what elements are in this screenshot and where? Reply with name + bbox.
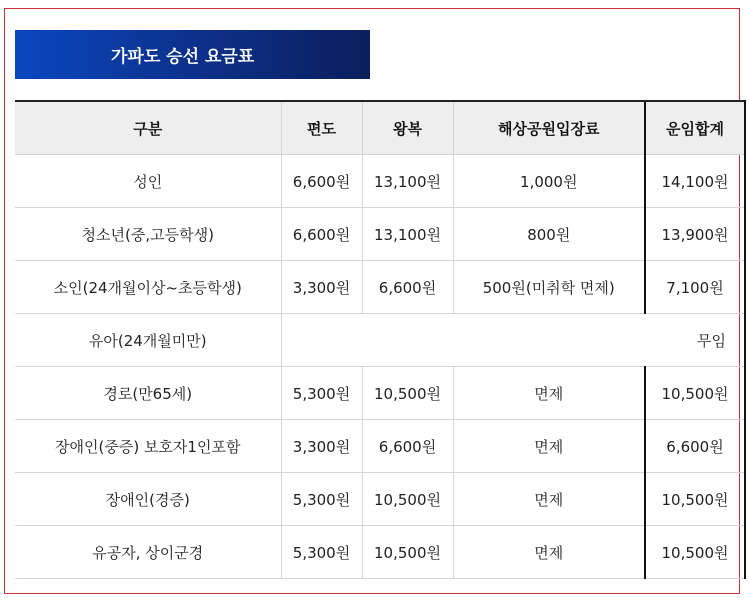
cell-roundtrip: 6,600원 — [362, 261, 453, 314]
cell-total: 14,100원 — [645, 155, 745, 208]
cell-park-fee: 면제 — [453, 526, 645, 579]
table-row — [15, 155, 745, 208]
cell-oneway: 3,300원 — [281, 261, 362, 314]
cell-park-fee: 800원 — [453, 208, 645, 261]
cell-roundtrip: 6,600원 — [362, 420, 453, 473]
table-row — [15, 526, 745, 579]
table-row — [15, 473, 745, 526]
cell-total: 10,500원 — [645, 473, 745, 526]
header-category: 구분 — [15, 101, 281, 155]
cell-category: 장애인(중증) 보호자1인포함 — [15, 420, 281, 473]
cell-total: 7,100원 — [645, 261, 745, 314]
table-header-row — [15, 101, 745, 155]
cell-oneway: 6,600원 — [281, 155, 362, 208]
table-row — [15, 367, 745, 420]
cell-total: 10,500원 — [645, 526, 745, 579]
cell-oneway: 5,300원 — [281, 367, 362, 420]
table-row — [15, 420, 745, 473]
cell-park-fee: 면제 — [453, 367, 645, 420]
cell-park-fee: 1,000원 — [453, 155, 645, 208]
cell-oneway: 5,300원 — [281, 526, 362, 579]
cell-free-label: 무임 — [281, 314, 745, 367]
cell-oneway: 5,300원 — [281, 473, 362, 526]
header-roundtrip: 왕복 — [362, 101, 453, 155]
cell-total: 13,900원 — [645, 208, 745, 261]
cell-category: 경로(만65세) — [15, 367, 281, 420]
cell-roundtrip: 10,500원 — [362, 526, 453, 579]
cell-total: 6,600원 — [645, 420, 745, 473]
cell-category: 소인(24개월이상~초등학생) — [15, 261, 281, 314]
cell-roundtrip: 13,100원 — [362, 208, 453, 261]
header-oneway: 편도 — [281, 101, 362, 155]
cell-category: 유아(24개월미만) — [15, 314, 281, 367]
cell-category: 청소년(중,고등학생) — [15, 208, 281, 261]
cell-category: 성인 — [15, 155, 281, 208]
cell-category: 장애인(경증) — [15, 473, 281, 526]
cell-oneway: 3,300원 — [281, 420, 362, 473]
table-row — [15, 314, 745, 367]
header-park-fee: 해상공원입장료 — [453, 101, 645, 155]
table-row — [15, 208, 745, 261]
fare-table — [15, 100, 746, 579]
cell-roundtrip: 10,500원 — [362, 367, 453, 420]
page-title — [15, 30, 370, 79]
cell-category: 유공자, 상이군경 — [15, 526, 281, 579]
cell-oneway: 6,600원 — [281, 208, 362, 261]
cell-roundtrip: 10,500원 — [362, 473, 453, 526]
page-title-text: 가파도 승선 요금표 — [111, 47, 255, 67]
header-total: 운임합계 — [645, 101, 745, 155]
cell-roundtrip: 13,100원 — [362, 155, 453, 208]
cell-park-fee: 500원(미취학 면제) — [453, 261, 645, 314]
cell-park-fee: 면제 — [453, 420, 645, 473]
cell-park-fee: 면제 — [453, 473, 645, 526]
table-row — [15, 261, 745, 314]
cell-total: 10,500원 — [645, 367, 745, 420]
